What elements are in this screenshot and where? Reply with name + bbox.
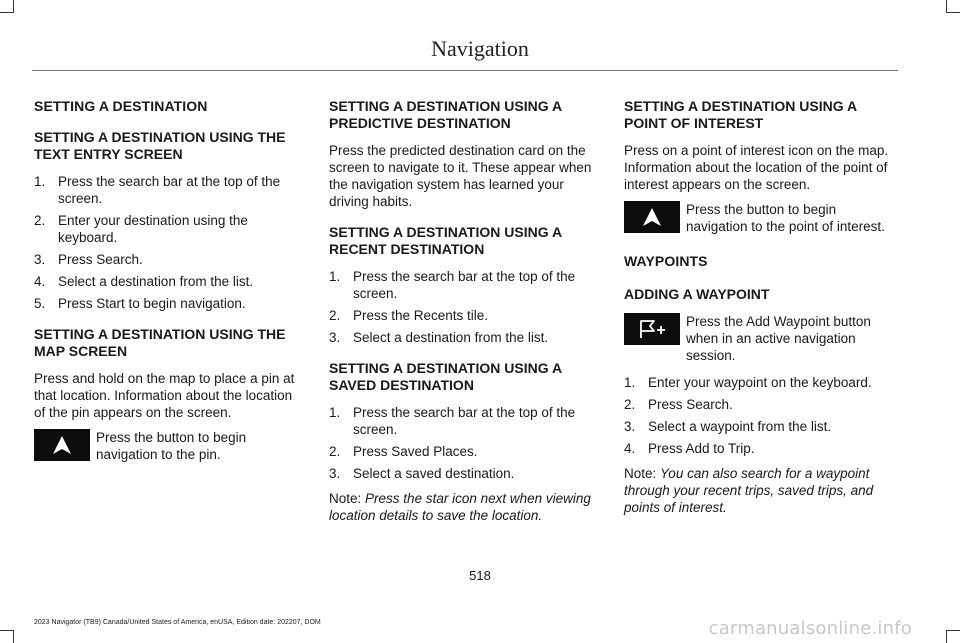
- heading-adding-waypoint: ADDING A WAYPOINT: [624, 286, 770, 302]
- header-divider: [32, 70, 898, 71]
- list-item: 2. Press Search.: [624, 397, 733, 412]
- section-heading-setting-destination: SETTING A DESTINATION: [34, 98, 208, 114]
- poi-navigate-text: Press the button to begin navigation to the point of interest.: [686, 202, 885, 234]
- list-item: 2. Enter your destination using the keyboard.: [34, 213, 248, 245]
- column-left: [34, 90, 306, 473]
- section-heading-waypoints: WAYPOINTS: [624, 253, 708, 269]
- note-saved: Note: Press the star icon next when viewing location details to save the location.: [329, 491, 591, 523]
- navigation-arrow-icon: [624, 201, 680, 233]
- map-navigate-row: [34, 429, 306, 463]
- column-middle: [329, 90, 601, 532]
- crop-mark: [13, 0, 14, 13]
- crop-mark: [0, 630, 14, 631]
- waypoint-steps: [624, 374, 896, 457]
- recent-steps: [329, 268, 601, 346]
- footer-edition: 2023 Navigator (TB9) Canada/United States of America, enUSA, Edition date: 202207, DOM: [34, 619, 321, 626]
- heading-text-entry: SETTING A DESTINATION USING THE TEXT ENTRY SCREEN: [34, 129, 286, 162]
- page-title: Navigation: [431, 36, 529, 61]
- text-entry-steps: [34, 173, 306, 312]
- list-item: 1. Press the search bar at the top of the screen.: [34, 174, 281, 206]
- list-item: 2. Press Saved Places.: [329, 444, 478, 459]
- crop-mark: [946, 630, 960, 631]
- saved-steps: [329, 404, 601, 482]
- poi-navigate-row: [624, 201, 896, 235]
- crop-mark: [13, 630, 14, 643]
- list-item: 3. Press Search.: [34, 252, 143, 267]
- waypoint-text: Press the Add Waypoint button when in an active navigation session.: [686, 314, 871, 363]
- list-item: 3. Select a waypoint from the list.: [624, 419, 832, 434]
- predictive-paragraph: Press the predicted destination card on the screen to navigate to it. These appear when the navigation system has learned your driving habits.: [329, 143, 592, 209]
- crop-mark: [946, 630, 947, 643]
- map-navigate-text: Press the button to begin navigation to the pin.: [96, 430, 247, 462]
- heading-recent: SETTING A DESTINATION USING A RECENT DESTINATION: [329, 224, 562, 257]
- list-item: 1. Enter your waypoint on the keyboard.: [624, 375, 872, 390]
- poi-paragraph: Press on a point of interest icon on the map. Information about the location of the point of interest appears on the screen.: [624, 143, 889, 192]
- list-item: 3. Select a saved destination.: [329, 466, 515, 481]
- add-waypoint-flag-icon: [624, 313, 680, 345]
- crop-mark: [0, 12, 14, 13]
- heading-saved: SETTING A DESTINATION USING A SAVED DESTINATION: [329, 360, 562, 393]
- list-item: 4. Select a destination from the list.: [34, 274, 254, 289]
- crop-mark: [946, 0, 947, 13]
- heading-map-screen: SETTING A DESTINATION USING THE MAP SCREEN: [34, 326, 286, 359]
- list-item: 3. Select a destination from the list.: [329, 330, 549, 345]
- heading-poi: SETTING A DESTINATION USING A POINT OF INTEREST: [624, 98, 857, 131]
- page-number: 518: [469, 568, 491, 583]
- list-item: 4. Press Add to Trip.: [624, 441, 755, 456]
- list-item: 1. Press the search bar at the top of the screen.: [329, 269, 576, 301]
- list-item: 1. Press the search bar at the top of the screen.: [329, 405, 576, 437]
- waypoint-row: [624, 313, 896, 364]
- column-right: [624, 90, 896, 524]
- map-paragraph: Press and hold on the map to place a pin at that location. Information about the location of the pin appears on the screen.: [34, 371, 295, 420]
- list-item: 2. Press the Recents tile.: [329, 308, 489, 323]
- heading-predictive: SETTING A DESTINATION USING A PREDICTIVE DESTINATION: [329, 98, 562, 131]
- note-waypoint: Note: You can also search for a waypoint through your recent trips, saved trips, and points of interest.: [624, 466, 874, 515]
- crop-mark: [946, 12, 960, 13]
- navigation-arrow-icon: [34, 429, 90, 461]
- watermark: carmanualsonline.info: [708, 618, 912, 639]
- list-item: 5. Press Start to begin navigation.: [34, 296, 246, 311]
